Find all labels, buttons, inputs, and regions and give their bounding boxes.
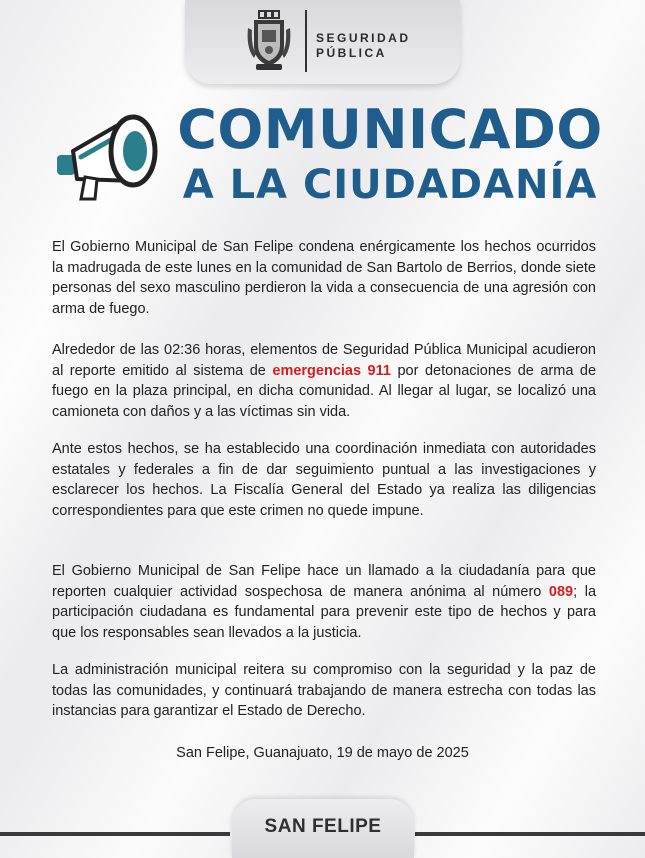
header-line-2: PÚBLICA xyxy=(316,46,387,60)
paragraph-4-text-b: ; la participación ciudadana es fundamental para prevenir este tipo de hechos y para que los responsables sean llevados a la justicia. xyxy=(52,583,597,641)
header-divider xyxy=(305,10,307,72)
footer-label: SAN FELIPE xyxy=(264,816,382,837)
paragraph-3: Ante estos hechos, se ha establecido una coordinación inmediata con autoridades estatales y federales a fin de dar seguimiento puntual a las investigaciones y esclarecer los hechos. La Fiscalía General del Estado ya realiza las diligencias correspondientes para que este crimen no quede impune. xyxy=(52,441,596,519)
municipal-seal-icon xyxy=(246,8,292,72)
dateline: San Felipe, Guanajuato, 19 de mayo de 2025 xyxy=(176,745,469,761)
anonymous-number-highlight: 089 xyxy=(548,583,574,600)
paragraph-2-text-a: Alrededor de las 02:36 horas, elementos de Seguridad Pública Municipal acudieron al reporte emitido al sistema de xyxy=(52,342,596,379)
paragraph-4 xyxy=(52,561,596,643)
megaphone-icon xyxy=(55,107,165,207)
paragraph-5: La administración municipal reitera su compromiso con la seguridad y la paz de todas las comunidades, y continuará trabajando de manera estrecha con todas las instancias para garantizar el Estado de Derecho. xyxy=(52,662,596,720)
emergency-number-highlight: emergencias 911 xyxy=(272,362,391,379)
paragraph-1: El Gobierno Municipal de San Felipe condena enérgicamente los hechos ocurridos la madrugada de este lunes en la comunidad de San Bartolo de Berrios, donde siete personas del sexo masculino perdieron la vida a consecuencia de una agresión con arma de fuego. xyxy=(52,239,596,317)
paragraph-2-text-b: por detonaciones de arma de fuego en la plaza principal, en dicha comunidad. Al llegar al lugar, se localizó una camioneta con daños y a las víctimas sin vida. xyxy=(52,362,597,420)
header-line-1: SEGURIDAD xyxy=(316,31,411,45)
footer-line-right xyxy=(415,832,645,836)
header-text xyxy=(316,31,411,61)
title-line-2: A LA CIUDADANÍA xyxy=(182,162,598,208)
paragraph-4-text-a: El Gobierno Municipal de San Felipe hace un llamado a la ciudadanía para que reporten cualquier actividad sospechosa de manera anónima al número xyxy=(52,563,596,600)
footer-line-left xyxy=(0,832,230,836)
paragraph-2 xyxy=(52,340,596,422)
title-line-1: COMUNICADO xyxy=(177,98,603,161)
